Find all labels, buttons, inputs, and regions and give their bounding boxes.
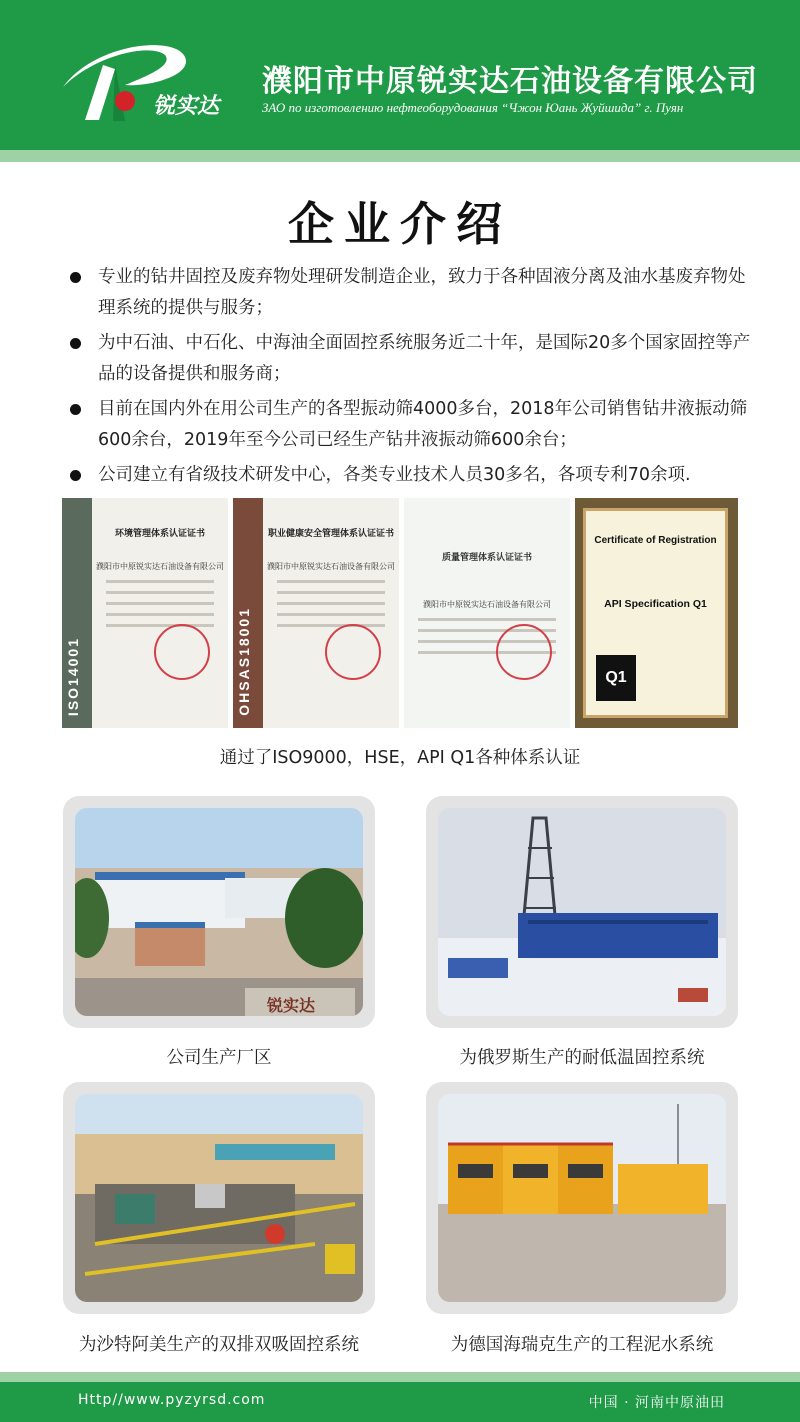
company-name-chinese: 濮阳市中原锐实达石油设备有限公司 xyxy=(262,64,758,99)
certificate-title: 职业健康安全管理体系认证证书 xyxy=(267,529,394,539)
photo-caption: 为俄罗斯生产的耐低温固控系统 xyxy=(459,1048,705,1068)
photo-caption: 为沙特阿美生产的双排双吸固控系统 xyxy=(79,1335,359,1355)
photo-caption: 为德国海瑞克生产的工程泥水系统 xyxy=(450,1335,714,1355)
website-link[interactable]: Http//www.pyzyrsd.com xyxy=(78,1392,266,1408)
logo-text: 锐实达 xyxy=(153,94,220,119)
intro-bullet-list xyxy=(68,262,758,495)
certificate-company: 濮阳市中原锐实达石油设备有限公司 xyxy=(96,562,224,571)
seal-icon xyxy=(154,624,210,680)
photo-card-germany xyxy=(426,1082,738,1314)
footer-banner xyxy=(0,1382,800,1422)
germany-system-photo xyxy=(438,1094,726,1302)
photo-caption: 公司生产厂区 xyxy=(166,1048,272,1068)
bullet-icon xyxy=(70,338,81,349)
footer-location: 中国 · 河南中原油田 xyxy=(588,1395,725,1411)
certificate-title: 质量管理体系认证证书 xyxy=(441,553,532,563)
photo-card-russia xyxy=(426,796,738,1028)
certificates-strip xyxy=(62,498,738,728)
certificates-caption: 通过了ISO9000，HSE，API Q1各种体系认证 xyxy=(219,748,581,768)
header-banner xyxy=(0,0,800,150)
intro-bullet: 公司建立有省级技术研发中心，各类专业技术人员30多名，各项专利70余项. xyxy=(68,460,758,491)
company-name-russian: ЗАО по изготовлению нефтеоборудования “Чжон Юань Жуйшида” г. Пуян xyxy=(262,100,684,115)
intro-bullet: 专业的钻井固控及废弃物处理研发制造企业，致力于各种固液分离及油水基废弃物处理系统的提供与服务； xyxy=(68,262,758,324)
intro-bullet: 为中石油、中石化、中海油全面固控系统服务近二十年，是国际20多个国家固控等产品的设备提供和服务商； xyxy=(68,328,758,390)
saudi-system-photo xyxy=(75,1094,363,1302)
certificate-company: 濮阳市中原锐实达石油设备有限公司 xyxy=(267,562,395,571)
certificate-ohsas18001 xyxy=(233,498,399,728)
company-logo xyxy=(55,35,255,125)
footer-stripe xyxy=(0,1372,800,1382)
certificate-subtitle: API Specification Q1 xyxy=(604,598,707,610)
photo-card-factory xyxy=(63,796,375,1028)
photo-card-saudi xyxy=(63,1082,375,1314)
certificate-api-q1 xyxy=(575,498,738,728)
bullet-icon xyxy=(70,272,81,283)
certificate-title: 环境管理体系认证证书 xyxy=(114,529,205,539)
certificate-company: 濮阳市中原锐实达石油设备有限公司 xyxy=(423,600,551,609)
russia-system-photo xyxy=(438,808,726,1016)
bullet-icon xyxy=(70,470,81,481)
seal-icon xyxy=(496,624,552,680)
certificate-side-band: OHSAS18001 xyxy=(233,498,263,728)
certificate-side-band: ISO14001 xyxy=(62,498,92,728)
header-stripe xyxy=(0,150,800,162)
certificate-iso14001 xyxy=(62,498,228,728)
api-q1-badge: Q1 xyxy=(596,655,636,701)
sign-text: 锐实达 xyxy=(267,996,316,1015)
factory-photo xyxy=(75,808,363,1016)
page-title: 企业介绍 xyxy=(288,197,512,251)
intro-bullet: 目前在国内外在用公司生产的各型振动筛4000多台，2018年公司销售钻井液振动筛600余台，2019年至今公司已经生产钻井液振动筛600余台； xyxy=(68,394,758,456)
seal-icon xyxy=(325,624,381,680)
bullet-icon xyxy=(70,404,81,415)
certificate-title: Certificate of Registration xyxy=(594,535,717,546)
certificate-quality xyxy=(404,498,570,728)
